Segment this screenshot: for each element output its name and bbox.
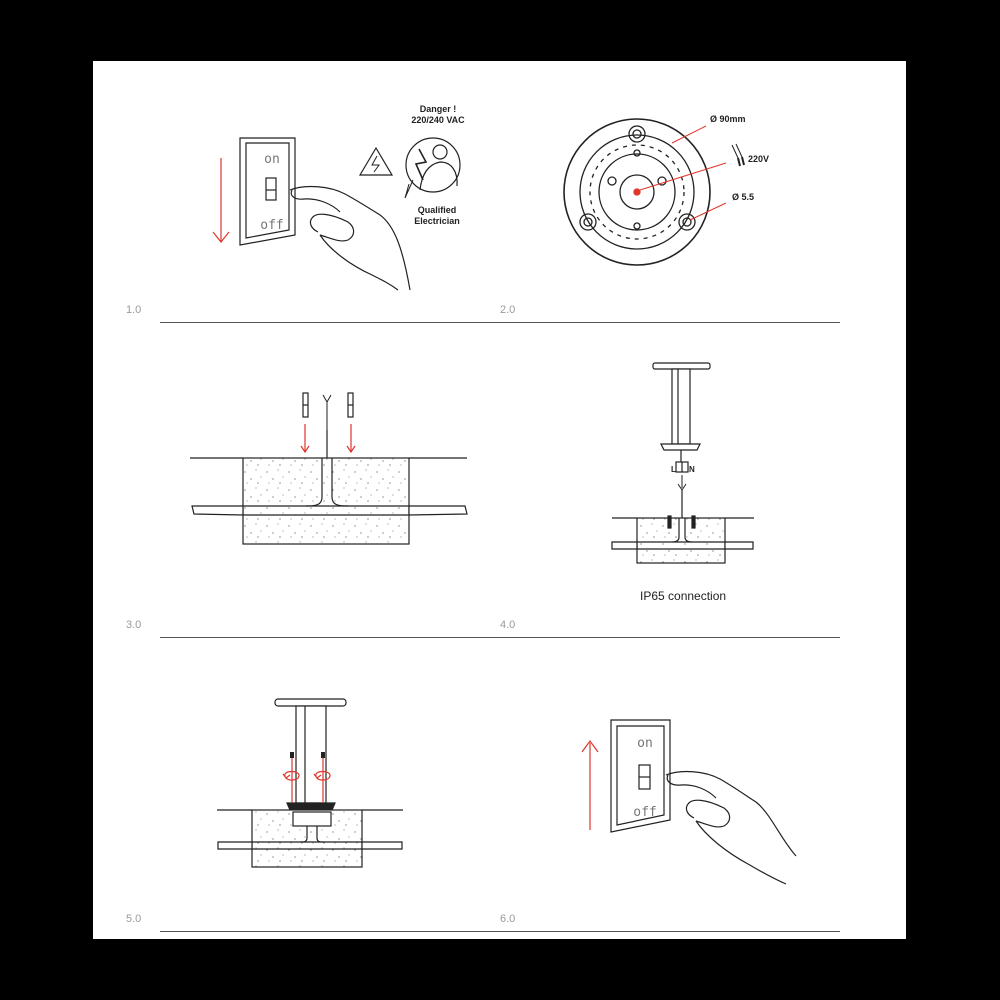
step-number-1: 1.0 bbox=[126, 304, 142, 316]
hole-diameter-label: Ø 5.5 bbox=[732, 192, 755, 202]
electrician-badge-icon bbox=[405, 138, 460, 198]
step-number-3: 3.0 bbox=[126, 619, 142, 631]
hand-icon bbox=[290, 187, 410, 290]
switch-off-label: off bbox=[260, 218, 284, 233]
step-5-fix-fitting bbox=[217, 699, 403, 867]
terminal-n-label: N bbox=[689, 465, 695, 474]
danger-warning-label: Danger ! 220/240 VAC bbox=[411, 104, 465, 125]
step-number-4: 4.0 bbox=[500, 619, 516, 631]
qualified-electrician-label: Qualified Electrician bbox=[414, 205, 460, 226]
diameter-label: Ø 90mm bbox=[710, 114, 746, 124]
step-3-install-anchors bbox=[190, 393, 467, 544]
high-voltage-icon bbox=[360, 148, 392, 175]
switch-off-label: off bbox=[633, 805, 657, 820]
step-2-mounting-plate bbox=[564, 119, 744, 265]
switch-on-label: on bbox=[264, 152, 280, 167]
arrow-down-icon bbox=[213, 158, 229, 242]
step-6-switch-on bbox=[582, 720, 796, 884]
step-4-wiring bbox=[612, 363, 754, 563]
hand-icon bbox=[666, 772, 796, 884]
terminal-l-label: L bbox=[671, 465, 676, 474]
step-number-2: 2.0 bbox=[500, 304, 516, 316]
switch-on-label: on bbox=[637, 736, 653, 751]
voltage-label: 220V bbox=[748, 154, 770, 164]
arrow-up-icon bbox=[582, 741, 598, 830]
ip65-caption: IP65 connection bbox=[640, 589, 727, 603]
step-number-6: 6.0 bbox=[500, 913, 516, 925]
step-number-5: 5.0 bbox=[126, 913, 142, 925]
